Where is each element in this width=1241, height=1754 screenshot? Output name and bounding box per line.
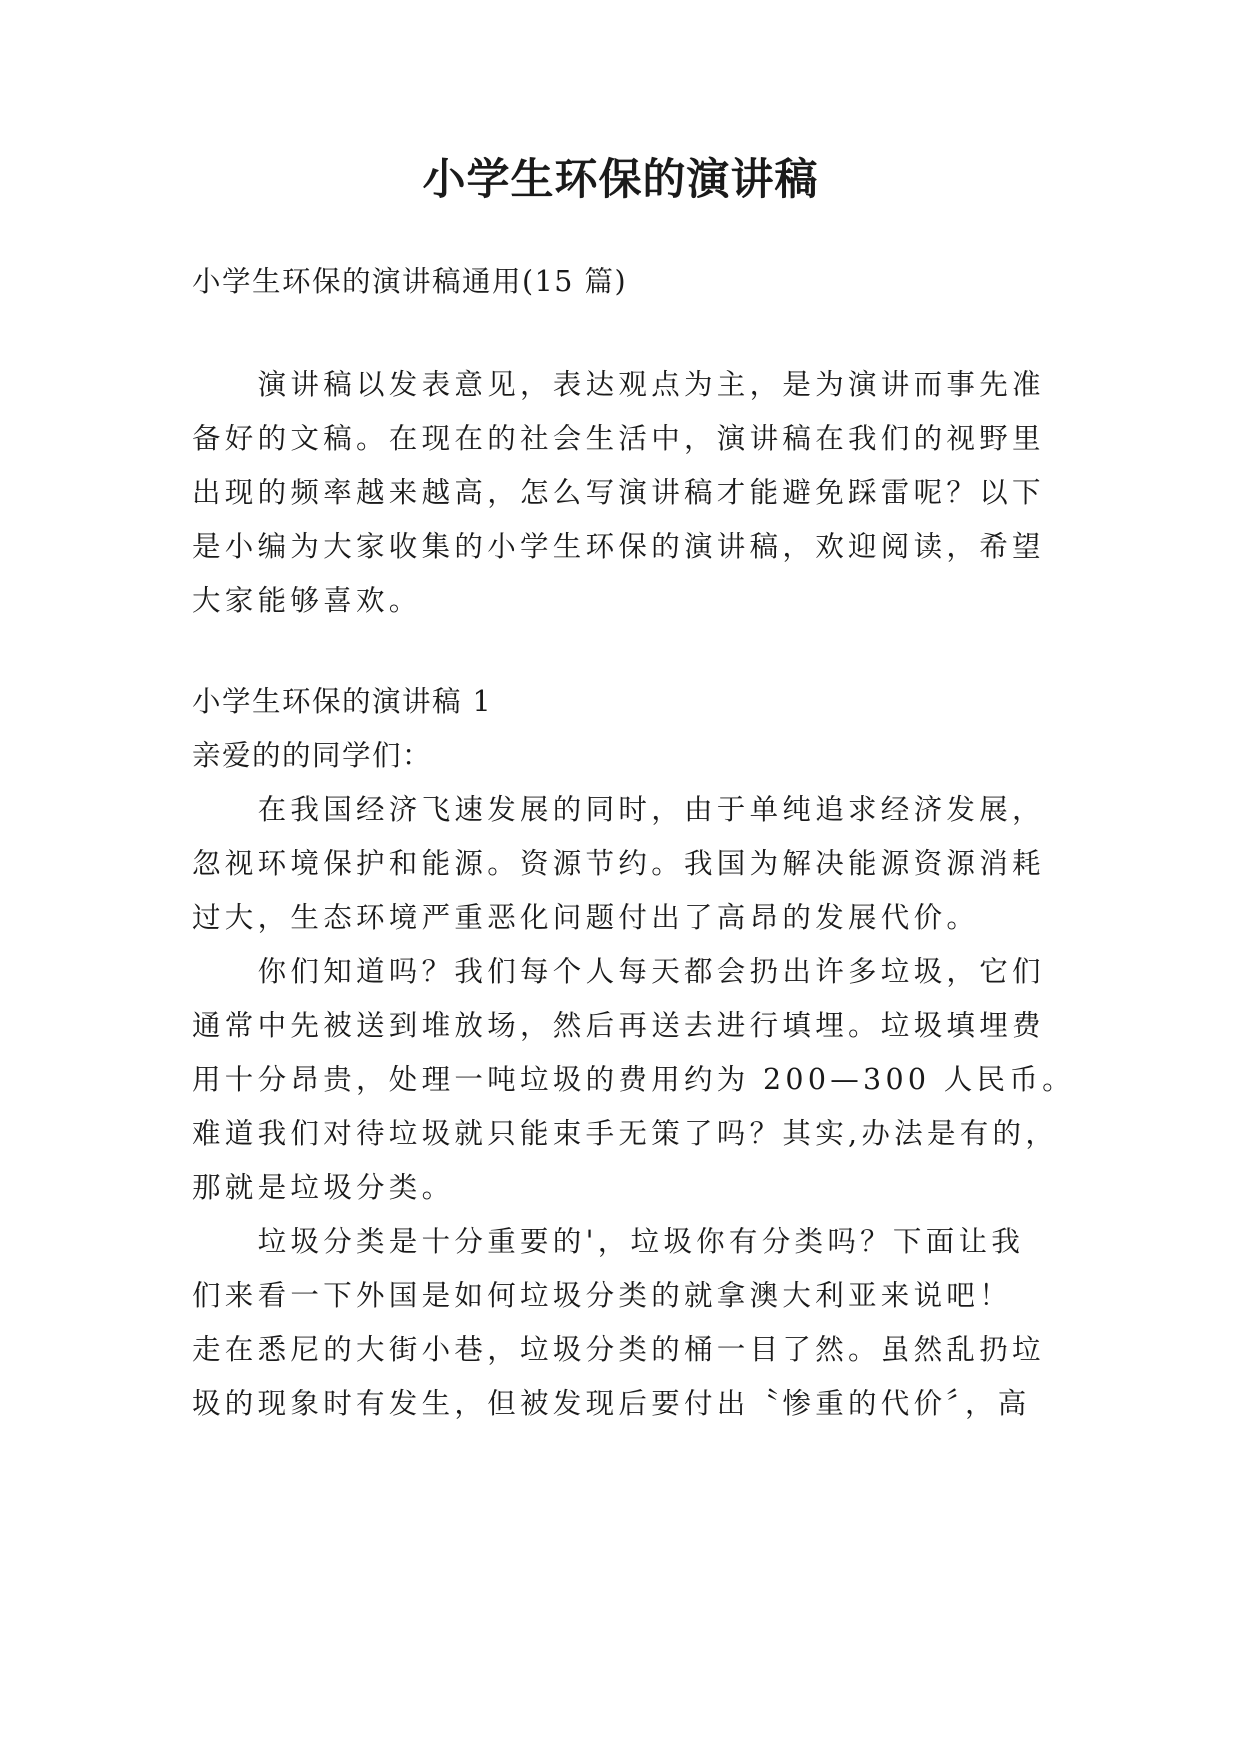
- document-title: 小学生环保的演讲稿: [422, 155, 819, 205]
- intro-line: 大家能够喜欢。: [192, 584, 422, 617]
- body-line: 那就是垃圾分类。: [192, 1171, 455, 1204]
- intro-line: 备好的文稿。在现在的社会生活中，演讲稿在我们的视野里: [192, 422, 1045, 455]
- body-line: 通常中先被送到堆放场，然后再送去进行填埋。垃圾填埋费: [192, 1009, 1045, 1042]
- body-line: 过大，生态环境严重恶化问题付出了高昂的发展代价。: [192, 901, 980, 934]
- body-line: 用十分昂贵，处理一吨垃圾的费用约为 200—300 人民币。: [192, 1063, 1075, 1096]
- body-line: 难道我们对待垃圾就只能束手无策了吗？其实,办法是有的，: [192, 1117, 1059, 1150]
- body-line: 圾的现象时有发生，但被发现后要付出〝惨重的代价〞，高: [192, 1387, 1031, 1420]
- body-line: 在我国经济飞速发展的同时，由于单纯追求经济发展，: [192, 793, 1045, 826]
- body-line: 忽视环境保护和能源。资源节约。我国为解决能源资源消耗: [192, 847, 1045, 880]
- body-line: 你们知道吗？我们每个人每天都会扔出许多垃圾，它们: [192, 955, 1045, 988]
- intro-line: 出现的频率越来越高，怎么写演讲稿才能避免踩雷呢？以下: [192, 476, 1045, 509]
- intro-line: 是小编为大家收集的小学生环保的演讲稿，欢迎阅读，希望: [192, 530, 1045, 563]
- body-line: 垃圾分类是十分重要的'，垃圾你有分类吗？下面让我: [192, 1225, 1025, 1258]
- intro-line: 演讲稿以发表意见，表达观点为主，是为演讲而事先准: [192, 368, 1045, 401]
- body-line: 走在悉尼的大街小巷，垃圾分类的桶一目了然。虽然乱扔垃: [192, 1333, 1045, 1366]
- section-heading: 小学生环保的演讲稿 1: [192, 685, 493, 718]
- subtitle: 小学生环保的演讲稿通用(15 篇): [192, 265, 628, 298]
- greeting: 亲爱的的同学们：: [192, 739, 433, 772]
- body-line: 们来看一下外国是如何垃圾分类的就拿澳大利亚来说吧！: [192, 1279, 1013, 1312]
